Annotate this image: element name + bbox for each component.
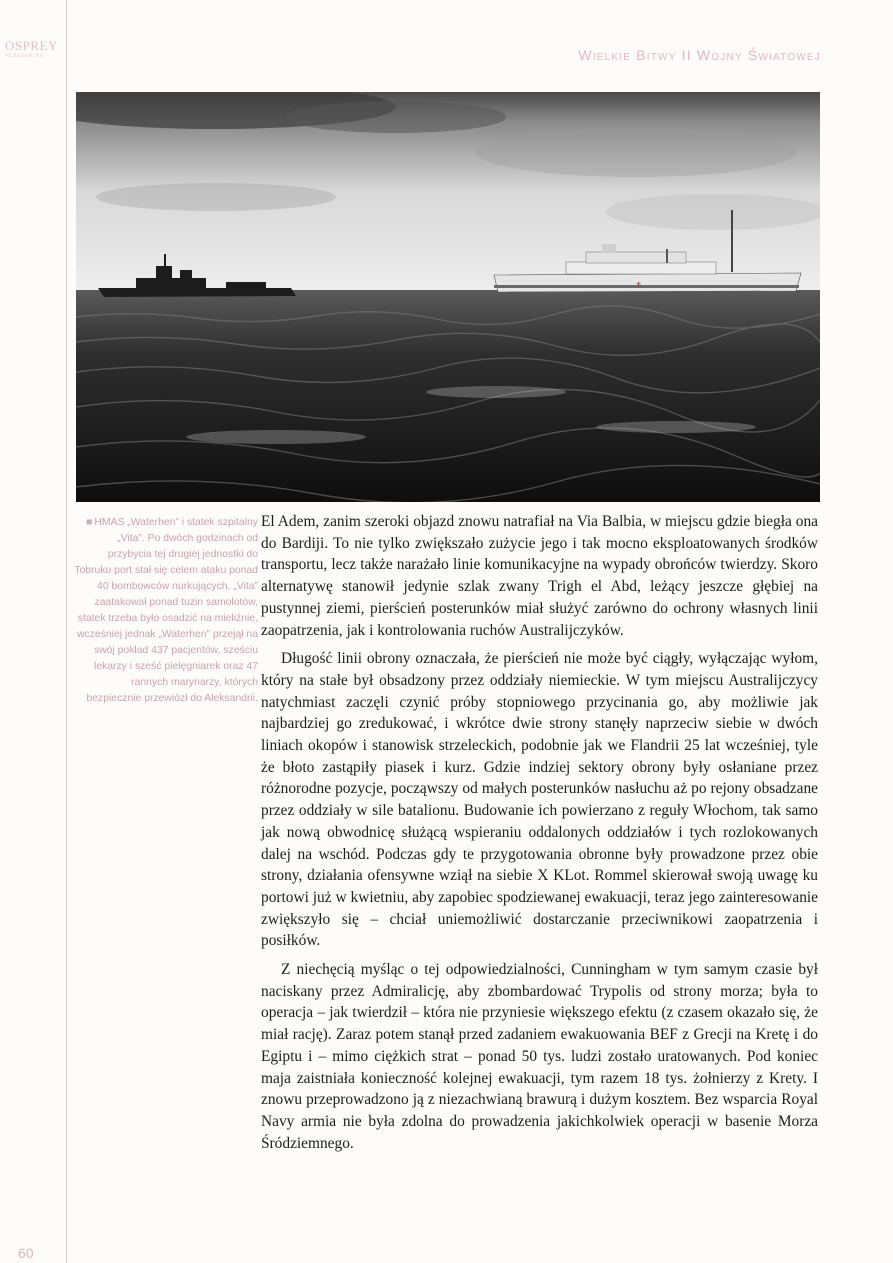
photo-caption [74, 515, 258, 707]
margin-rule [66, 0, 67, 1263]
paragraph: Długość linii obrony oznaczała, że pierścień nie może być ciągły, wyłączając wyłom, który na stałe był obsadzony przez oddziały niemieckie. W tym miejscu Australijczycy natychmiast zaczęli czynić próby stopniowego przycinania go, aby możliwie jak najbardziej go zredukować, i wkrótce dwie strony stanęły naprzeciw siebie w dwóch liniach okopów i stanowisk strzeleckich, podobnie jak we Flandrii 25 lat wcześniej, tyle że błoto zastąpiły piasek i kurz. Gdzie indziej sektory obrony były osłaniane przez różnorodne pozycje, począwszy od małych posterunków nasłuchu aż po rejony obsadzane przez oddziały w sile batalionu. Budowanie ich powierzano z reguły Włochom, tak samo jak nową obwodnicę służącą wspieraniu oddalonych oddziałów i tych rozlokowanych dalej na wschód. Podczas gdy te przygotowania obronne były prowadzone przez obie strony, działania ofensywne wziął na siebie X KLot. Rommel skierował swoją uwagę ku portowi już w kwietniu, aby zapobiec spodziewanej ewakuacji, teraz jego zainteresowanie zwiększyło się – chciał uniemożliwić dostarczanie przeciwnikowi zaopatrzenia i posiłków. [261, 650, 818, 950]
ships-photo [76, 92, 820, 502]
publisher-name: OSPREY [5, 38, 58, 53]
publisher-subtitle: PUBLISHING [5, 54, 45, 59]
caption-marker: ■ [86, 517, 93, 528]
svg-text:+: + [636, 279, 642, 289]
page-number: 60 [18, 1245, 34, 1261]
article-body [261, 511, 818, 1154]
paragraph: El Adem, zanim szeroki objazd znowu natrafiał na Via Balbia, w miejscu gdzie biegła ona do Bardiji. To nie tylko zwiększało zużycie jego i tak mocno eksploatowanych środków transportu, lecz także narażało linie komunikacyjne na wypady obrońców twierdzy. Skoro alternatywę stanowił jedynie szlak zwany Trigh el Abd, leżący jeszcze głębiej na pustynnej ziemi, pierścień posterunków miał służyć zarówno do ochrony własnych linii zaopatrzenia, jak i kontrolowania ruchów Australijczyków. [261, 513, 818, 639]
caption-text: HMAS „Waterhen” i statek szpitalny „Vita”. Po dwóch godzinach od przybycia tej drugiej jednostki do Tobruku port stał się celem ataku ponad 40 bombowców nurkujących. „Vita” zaatakował ponad tuzin samolotów, statek trzeba było osadzić na mieliźnie, wcześniej jednak „Waterhen” przejął na swój pokład 437 pacjentów, sześciu lekarzy i sześć pielęgniarek oraz 47 rannych marynarzy, których bezpiecznie przewiózł do Aleksandrii. [74, 517, 258, 704]
paragraph: Z niechęcią myśląc o tej odpowiedzialności, Cunningham w tym samym czasie był naciskany przez Admiralicję, aby zbombardować Trypolis od strony morza; była to operacja – jak twierdził – która nie przyniesie większego efektu (z czasem okazało się, że miał rację). Zaraz potem stanął przed zadaniem ewakuowania BEF z Grecji na Kretę i do Egiptu i – mimo ciężkich strat – ponad 50 tys. ludzi zostało uratowanych. Pod koniec maja zaistniała konieczność kolejnej ewakuacji, tym razem 18 tys. żołnierzy z Krety. I znowu przeprowadzono ją z niezachwianą brawurą i dużym kosztem. Bez wsparcia Royal Navy armia nie była zdolna do prowadzenia jakichkolwiek operacji w basenie Morza Śródziemnego. [261, 961, 818, 1152]
series-title: Wielkie Bitwy II Wojny Światowej [578, 47, 821, 63]
publisher-logo [5, 38, 58, 59]
